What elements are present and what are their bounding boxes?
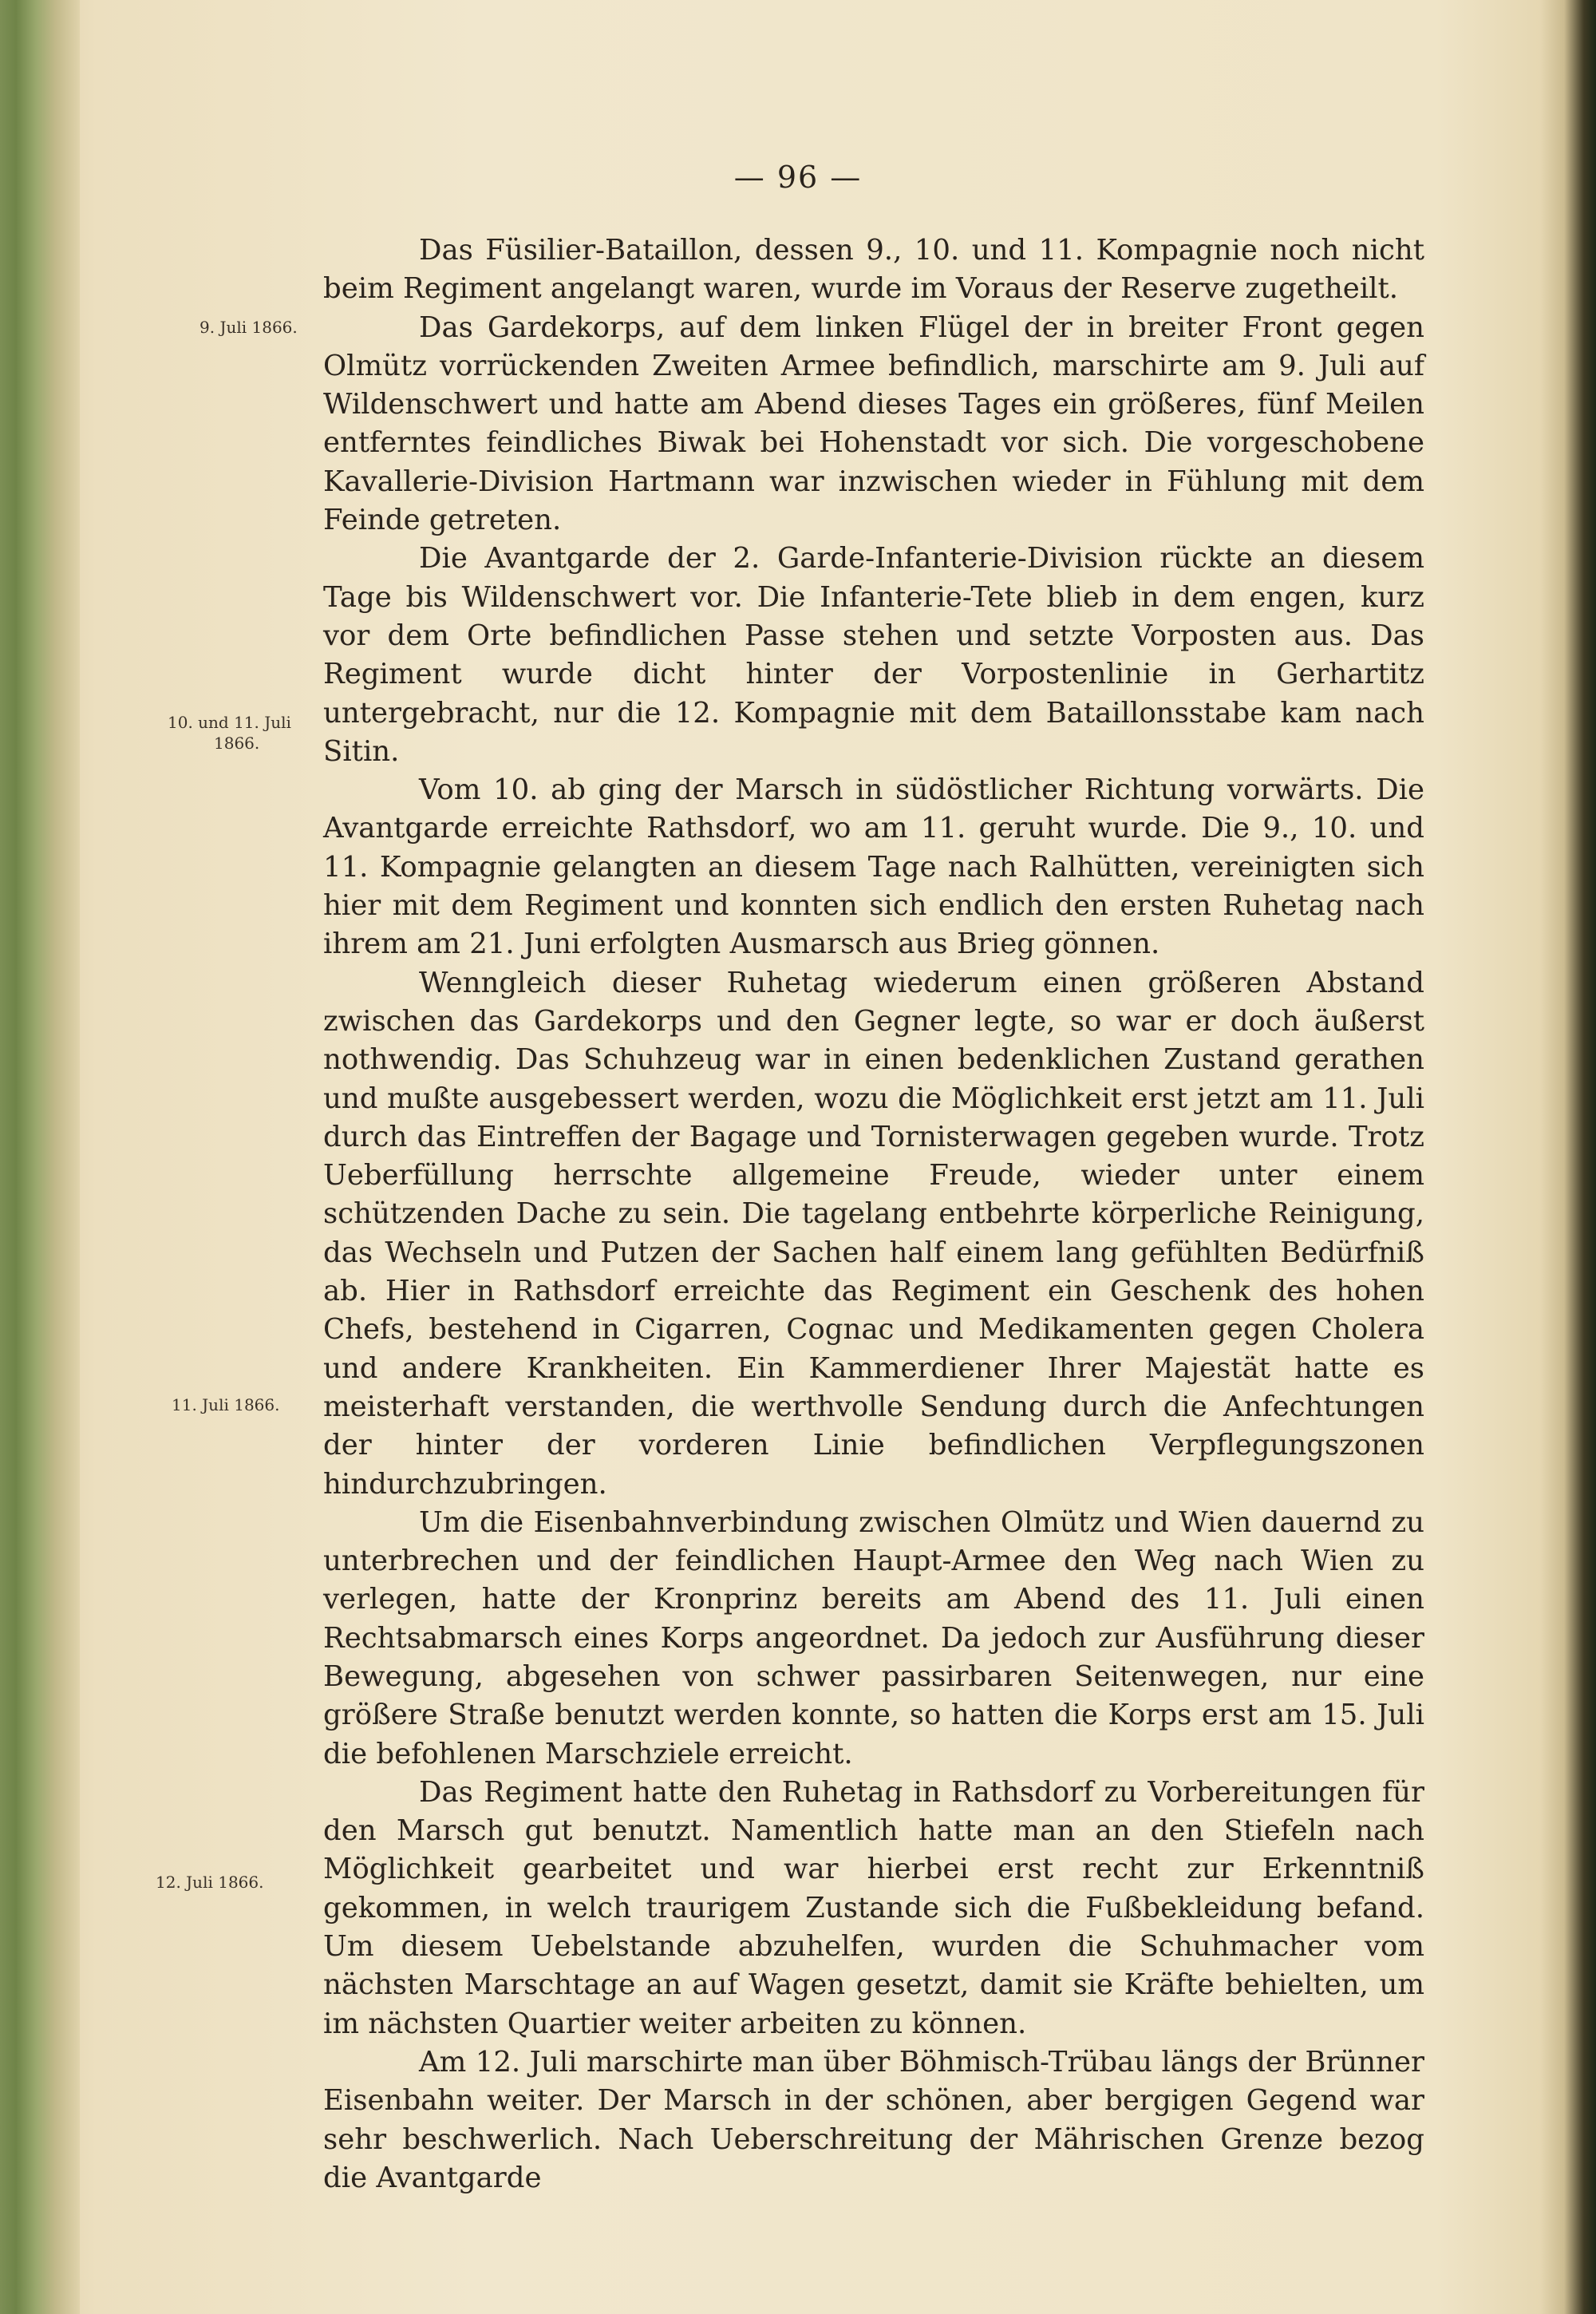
page-number: — 96 — [733, 160, 863, 195]
paragraph: Vom 10. ab ging der Marsch in südöstlicher Richtung vorwärts. Die Avantgarde erreichte Rathsdorf, wo am 11. geruht wurde. Die 9., 10. und 11. Kompagnie gelangten an diesem Tage nach Ralhütten, vereinigten sich hier mit dem Regiment und konnten sich endlich den ersten Ruhetag nach ihrem am 21. Juni erfolgten Ausmarsch aus Brieg gönnen. [323, 773, 1424, 961]
margin-note-date: 9. Juli 1866. [200, 318, 298, 337]
margin-note-line: 1866. [214, 734, 260, 753]
paragraph: Am 12. Juli marschirte man über Böhmisch-Trübau längs der Brünner Eisenbahn weiter. Der Marsch in der schönen, aber bergigen Gegend war sehr beschwerlich. Nach Ueberschreitung der Mährischen Grenze bezog die Avantgarde [323, 2045, 1424, 2194]
book-binding-left [0, 0, 80, 2314]
paragraph: Das Füsilier-Bataillon, dessen 9., 10. und 11. Kompagnie noch nicht beim Regiment angelangt waren, wurde im Voraus der Reserve zugetheilt. [323, 234, 1424, 306]
paragraph: Die Avantgarde der 2. Garde-Infanterie-Division rückte an diesem Tage bis Wildenschwert vor. Die Infanterie-Tete blieb in dem engen, kurz vor dem Orte befindlichen Passe stehen und setzte Vorposten aus. Das Regiment wurde dicht hinter der Vorpostenlinie in Gerhartitz untergebracht, nur die 12. Kompagnie mit dem Bataillonsstabe kam nach Sitin. [323, 542, 1424, 768]
book-binding-right [1540, 0, 1596, 2314]
margin-note-line: 10. und 11. Juli [168, 713, 291, 732]
paragraph: Das Regiment hatte den Ruhetag in Rathsdorf zu Vorbereitungen für den Marsch gut benutzt. Namentlich hatte man an den Stiefeln nach Möglichkeit gearbeitet und war hierbei erst recht zur Erkenntniß gekommen, in welch traurigem Zustande sich die Fußbekleidung befand. Um diesem Uebelstande abzuhelfen, wurden die Schuhmacher vom nächsten Marschtage an auf Wagen gesetzt, damit sie Kräfte behielten, um im nächsten Quartier weiter arbeiten zu können. [323, 1775, 1424, 2040]
paragraph: Das Gardekorps, auf dem linken Flügel der in breiter Front gegen Olmütz vorrückenden Zweiten Armee befindlich, marschirte am 9. Juli auf Wildenschwert und hatte am Abend dieses Tages ein größeres, fünf Meilen entferntes feindliches Biwak bei Hohenstadt vor sich. Die vorgeschobene Kavallerie-Division Hartmann war inzwischen wieder in Fühlung mit dem Feinde getreten. [323, 311, 1424, 537]
margin-note-date: 11. Juli 1866. [172, 1395, 280, 1414]
paragraph: Wenngleich dieser Ruhetag wiederum einen größeren Abstand zwischen das Gardekorps und den Gegner legte, so war er doch äußerst nothwendig. Das Schuhzeug war in einen bedenklichen Zustand gerathen und mußte ausgebessert werden, wozu die Möglichkeit erst jetzt am 11. Juli durch das Eintreffen der Bagage und Tornisterwagen gegeben wurde. Trotz Ueberfüllung herrschte allgemeine Freude, wieder unter einem schützenden Dache zu sein. Die tagelang entbehrte körperliche Reinigung, das Wechseln und Putzen der Sachen half einem lang gefühlten Bedürfniß ab. Hier in Rathsdorf erreichte das Regiment ein Geschenk des hohen Chefs, bestehend in Cigarren, Cognac und Medikamenten gegen Cholera und andere Krankheiten. Ein Kammerdiener Ihrer Majestät hatte es meisterhaft verstanden, die werthvolle Sendung durch die Anfechtungen der hinter der vorderen Linie befindlichen Verpflegungszonen hindurchzubringen. [323, 966, 1424, 1501]
margin-note-date: 12. Juli 1866. [156, 1873, 264, 1892]
body-text [323, 231, 1424, 2197]
margin-note-date [168, 712, 327, 754]
paragraph: Um die Eisenbahnverbindung zwischen Olmütz und Wien dauernd zu unterbrechen und der feindlichen Haupt-Armee den Weg nach Wien zu verlegen, hatte der Kronprinz bereits am Abend des 11. Juli einen Rechtsabmarsch eines Korps angeordnet. Da jedoch zur Ausführung dieser Bewegung, abgesehen von schwer passirbaren Seitenwegen, nur eine größere Straße benutzt werden konnte, so hatten die Korps erst am 15. Juli die befohlenen Marschziele erreicht. [323, 1505, 1424, 1770]
